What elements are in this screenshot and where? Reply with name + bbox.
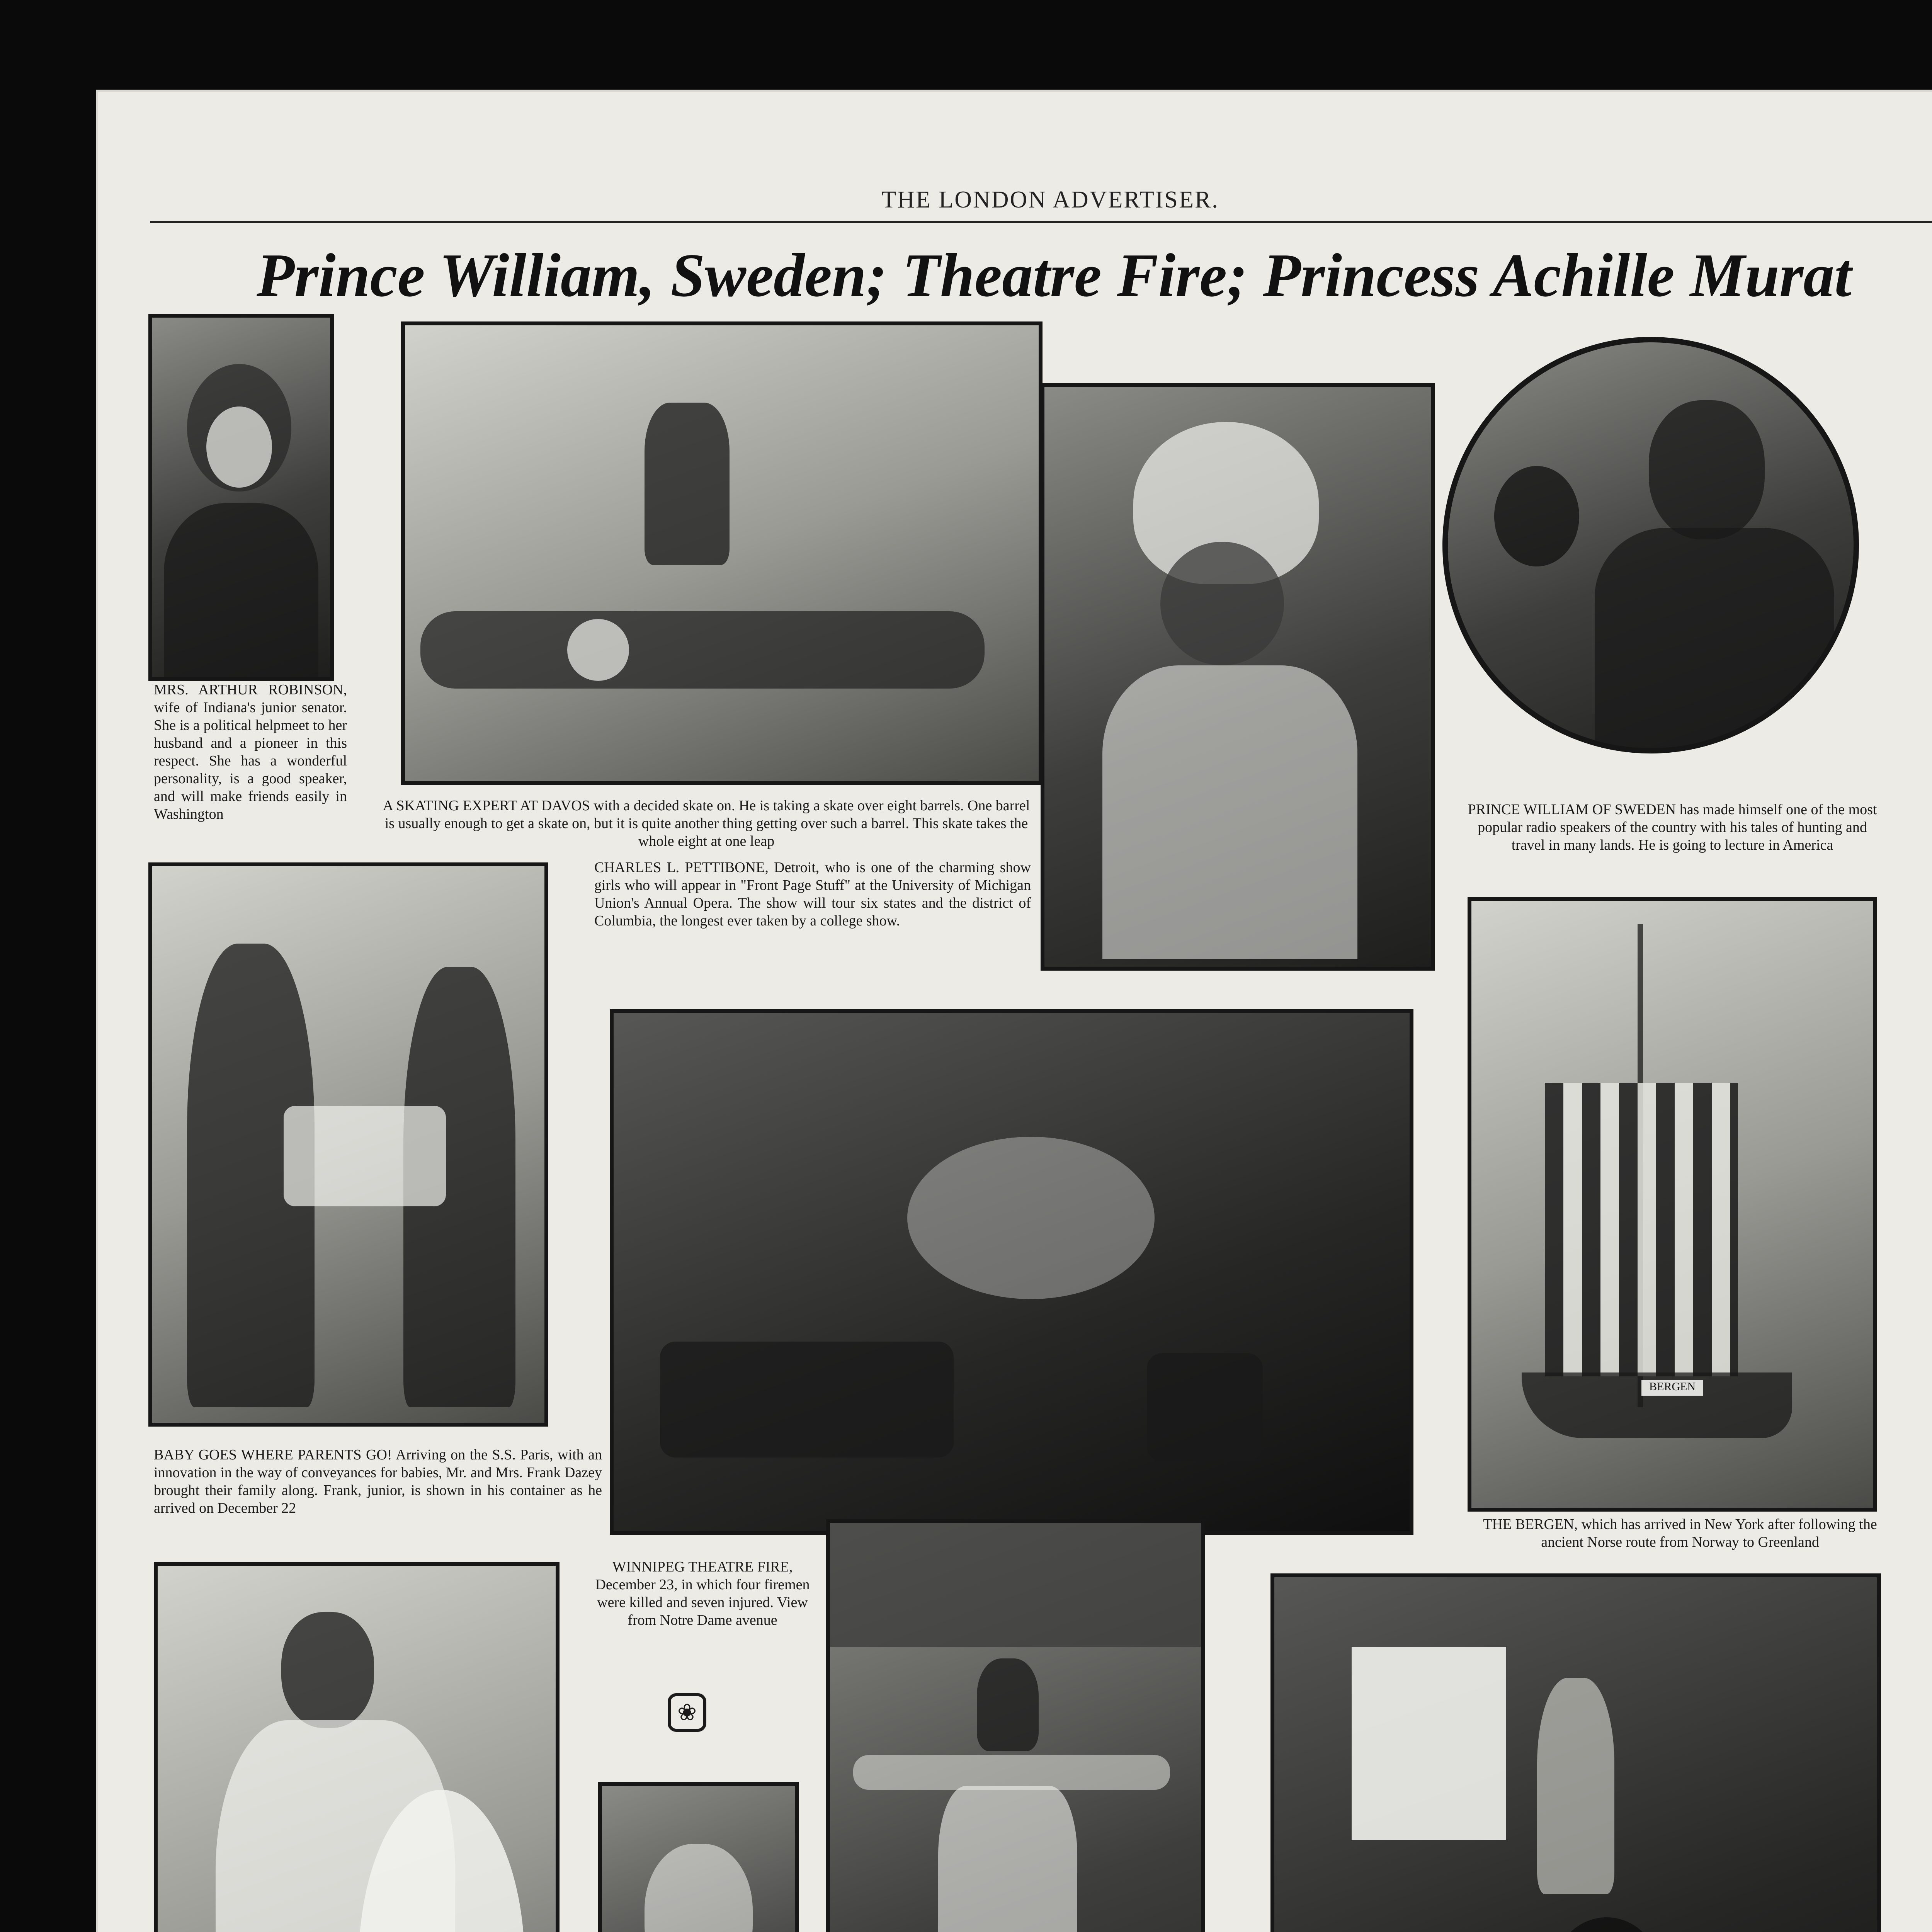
photo-prince-william [1442,337,1859,753]
caption-pettibone: CHARLES L. PETTIBONE, Detroit, who is one of the charming show girls who will appear in "Front Page Stuff" at the University of Michigan Union's Annual Opera. The show will tour six states and the district of Columbia, the longest ever taken by a college show. [594,859,1031,929]
photo-murat [826,1519,1205,1932]
masthead-rule [150,186,1932,223]
photo-alexanderson [1270,1573,1881,1932]
photo-pettibone [1041,383,1435,971]
photo-ghaus [598,1782,799,1932]
ship-name-plate: BERGEN [1641,1380,1703,1396]
caption-winnipeg: WINNIPEG THEATRE FIRE, December 23, in which four firemen were killed and seven injured. View from Notre Dame avenue [595,1559,810,1628]
photo-skating [401,321,1043,785]
caption-prince-william: PRINCE WILLIAM OF SWEDEN has made himself one of the most popular radio speakers of the country with his tales of hunting and travel in many lands. He is going to lecture in America [1468,801,1877,853]
caption-robinson: MRS. ARTHUR ROBINSON, wife of Indiana's junior senator. She is a political helpmeet to her husband and a pioneer in this respect. She has a wonderful personality, is a good speaker, and will make friends easily in Washington [154,682,347,822]
caption-skating: A SKATING EXPERT AT DAVOS with a decided skate on. He is taking a skate over eight barrels. One barrel is usually enough to get a skate on, but it is quite another thing getting over such a barrel. This skate takes the whole eight at one leap [383,798,1030,849]
photo-robinson [148,314,334,681]
page-headline: Prince William, Sweden; Theatre Fire; Princess Achille Murat [257,241,1852,310]
caption-baby: BABY GOES WHERE PARENTS GO! Arriving on the S.S. Paris, with an innovation in the way of conveyances for babies, Mr. and Mrs. Frank Dazey brought their family along. Frank, junior, is shown in his container as he arrived on December 22 [154,1447,602,1516]
photo-bergen [1468,897,1877,1512]
photo-pavlovna [154,1562,560,1932]
caption-bergen: THE BERGEN, which has arrived in New York after following the ancient Norse route from Norway to Greenland [1483,1516,1877,1550]
photo-baby [148,862,548,1427]
newspaper-page [96,90,1932,1932]
masthead-title: THE LONDON ADVERTISER. [881,187,1219,213]
photo-theatre-fire [610,1009,1413,1535]
ornament-icon: ❀ [668,1693,706,1732]
